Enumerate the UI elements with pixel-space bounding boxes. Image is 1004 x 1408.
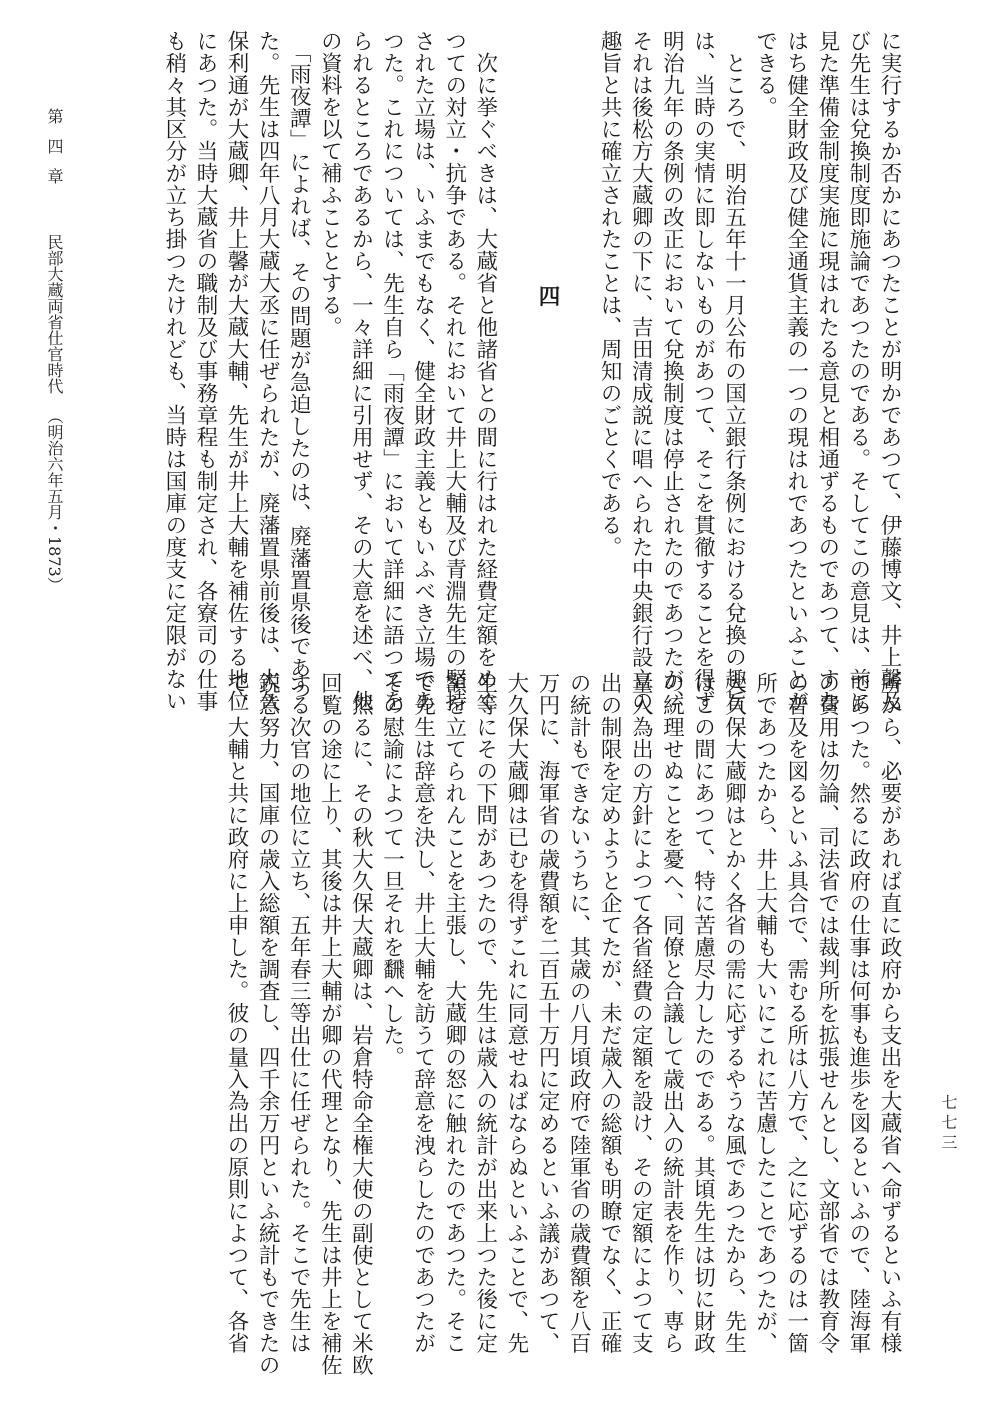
text-line: 大久保大蔵卿は已むを得ずこれに同意せねばならぬといふことで、先 xyxy=(503,672,529,1354)
text-line: 見た準備金制度実施に現はれたる意見と相通ずるものであつて、すな xyxy=(814,30,840,712)
text-line: つた。これについては、先生自ら「雨夜譚」において詳細に語つてを xyxy=(379,30,405,712)
text-line: 大久保大蔵卿はとかく各省の需に応ずるやうな風であつたから、先生 xyxy=(721,672,747,1354)
text-line: はち健全財政及び健全通貨主義の一つの現はれであつたといふことが xyxy=(783,30,809,712)
text-line: の統理せぬことを憂へ、同僚と合議して歳出入の統計表を作り、専ら xyxy=(659,672,685,1354)
text-line: も稍々其区分が立ち掛つたけれども、当時は国庫の度支に定限がない xyxy=(161,30,187,712)
text-line: で、大輔と共に政府に上申した。彼の量入為出の原則によつて、各省 xyxy=(224,672,250,1354)
text-line: 次に挙ぐべきは、大蔵省と他諸省との間に行はれた経費定額をめぐ xyxy=(472,30,498,712)
body-text-lower xyxy=(221,672,905,1376)
text-line: 然るに、その秋大久保大蔵卿は、岩倉特命全権大使の副使として米欧 xyxy=(348,672,374,1376)
text-line: で先生は辞意を決し、井上大輔を訪うて辞意を洩らしたのであつたが xyxy=(410,672,436,1354)
text-line: 回覧の途に上り、其後は井上大輔が卿の代理となり、先生は井上を補佐 xyxy=(317,672,343,1376)
text-line: であつた。然るに政府の仕事は何事も進歩を図るといふので、陸海軍 xyxy=(845,672,871,1354)
running-header xyxy=(44,108,64,593)
chapter-date: （明治六年五月・1873） xyxy=(45,408,64,593)
text-line: は、当時の実情に即しないものがあつて、そこを貫徹することを得ず xyxy=(690,30,716,712)
text-line: する次官の地位に立ち、五年春三等出仕に任ぜられた。そこで先生は xyxy=(286,672,312,1354)
text-line: その慰諭によつて一旦それを飜へした。 xyxy=(379,672,405,1068)
text-line: 生等にその下問があつたので、先生は歳入の統計が出来上つた後に定 xyxy=(472,672,498,1354)
text-line: の統計もできないうちに、其歳の八月頃政府で陸軍省の歳費額を八百 xyxy=(566,672,592,1354)
text-line: 万円に、海軍省の歳費額を二百五十万円に定めるといふ議があつて、 xyxy=(534,672,560,1354)
chapter-label: 第四章 xyxy=(45,108,64,198)
text-line: の普及を図るといふ具合で、需むる所は八方で、之に応ずるのは一箇 xyxy=(783,672,809,1354)
text-line: 出の制限を定めようと企てたが、未だ歳入の総額も明瞭でなく、正確 xyxy=(597,672,623,1354)
text-line: に実行するか否かにあつたことが明かであつて、伊藤博文、井上馨及 xyxy=(877,30,902,712)
text-line: 所であつたから、井上大輔も大いにこれに苦慮したことであつたが、 xyxy=(752,672,778,1354)
text-line: られるところであるから、一々詳細に引用せず、その大意を述べ、他 xyxy=(348,30,374,712)
body-text-upper xyxy=(159,30,905,712)
text-line: び先生は兌換制度即施論であつたのである。そしてこの意見は、前に xyxy=(845,30,871,712)
text-line: 量入為出の方針によつて各省経費の定額を設け、その定額によつて支 xyxy=(628,672,654,1354)
text-line: 「雨夜譚」によれば、その問題が急迫したのは、廃藩置県後であつ xyxy=(286,30,312,702)
text-line: できる。 xyxy=(752,30,778,118)
text-line: はこの間にあつて、特に苦慮尽力したのである。其頃先生は切に財政 xyxy=(690,672,716,1354)
text-line: 額を立てられんことを主張し、大蔵卿の怒に触れたのであつた。そこ xyxy=(441,672,467,1354)
text-line: 趣旨と共に確立されたことは、周知のごとくである。 xyxy=(597,30,623,558)
text-line: の資料を以て補ふこととする。 xyxy=(317,30,343,338)
text-line: ところで、明治五年十一月公布の国立銀行条例における兌換の趣旨 xyxy=(721,30,747,712)
chapter-title: 民部大蔵両省仕官時代 xyxy=(45,234,64,394)
section-heading: 四 xyxy=(534,285,560,307)
text-line: それは後松方大蔵卿の下に、吉田清成説に唱へられた中央銀行設立の xyxy=(628,30,654,712)
text-line xyxy=(563,30,594,650)
text-line: た。先生は四年八月大蔵大丞に任ぜられたが、廃藩置県前後は、大久 xyxy=(255,30,281,712)
page-number: 七七三 xyxy=(939,1094,958,1154)
text-line: つての対立・抗争である。それにおいて井上大輔及び青淵先生の堅持 xyxy=(441,30,467,712)
text-line xyxy=(501,30,532,650)
text-line: 明治九年の条例の改正において兌換制度は停止されたのであつたが、 xyxy=(659,30,685,712)
text-line: 保利通が大蔵卿、井上馨が大蔵大輔、先生が井上大輔を補佐する地位 xyxy=(224,30,250,712)
text-line: された立場は、いふまでもなく、健全財政主義ともいふべき立場であ xyxy=(410,30,436,712)
text-line: 所から、必要があれば直に政府から支出を大蔵省へ命ずるといふ有様 xyxy=(877,672,902,1354)
text-line: にあつた。当時大蔵省の職制及び事務章程も制定され、各寮司の仕事 xyxy=(192,30,218,712)
text-line: 鋭意努力、国庫の歳入総額を調査し、四千余万円といふ統計もできたの xyxy=(255,672,281,1376)
text-line: の費用は勿論、司法省では裁判所を拡張せんとし、文部省では教育令 xyxy=(814,672,840,1354)
